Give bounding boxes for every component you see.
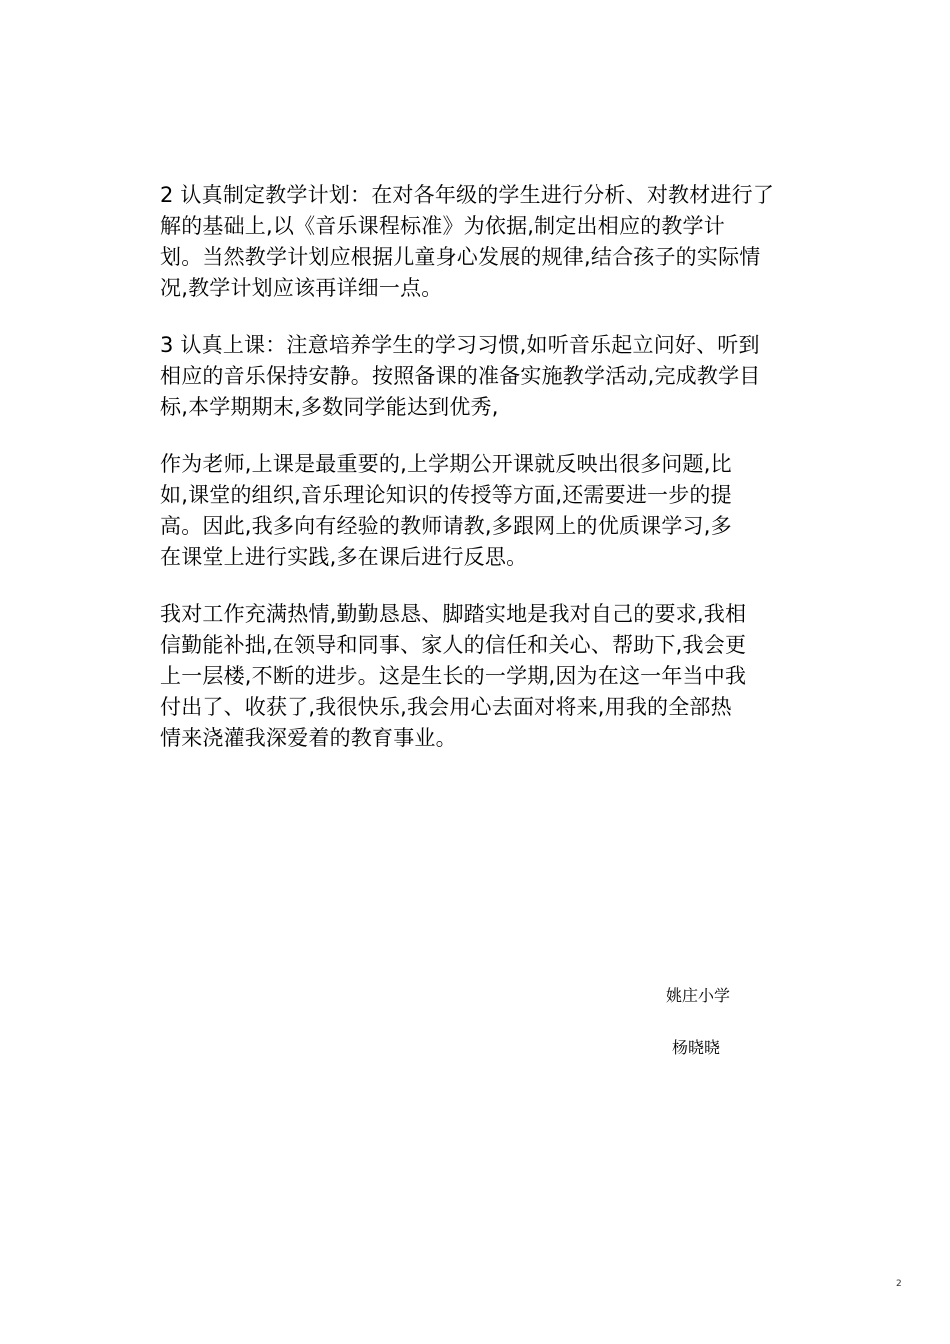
document-body	[160, 180, 860, 780]
text-line: 作为老师,上课是最重要的,上学期公开课就反映出很多问题,比	[160, 452, 732, 476]
text-line: 3 认真上课：注意培养学生的学习习惯,如听音乐起立问好、听到	[160, 333, 760, 357]
page-number: 2	[896, 1279, 902, 1289]
text-line: 况,教学计划应该再详细一点。	[160, 276, 443, 300]
text-line: 上一层楼,不断的进步。这是生长的一学期,因为在这一年当中我	[160, 664, 747, 688]
text-line: 在课堂上进行实践,多在课后进行反思。	[160, 545, 528, 569]
text-line: 如,课堂的组织,音乐理论知识的传授等方面,还需要进一步的提	[160, 483, 732, 507]
paragraph-teaching-plan	[160, 180, 860, 304]
signature-name: 杨晓晓	[672, 1038, 721, 1057]
paragraph-teaching-class	[160, 330, 860, 423]
signature-block	[666, 984, 730, 1060]
text-line: 2 认真制定教学计划：在对各年级的学生进行分析、对教材进行了	[160, 183, 775, 207]
text-line: 信勤能补拙,在领导和同事、家人的信任和关心、帮助下,我会更	[160, 633, 747, 657]
text-line: 我对工作充满热情,勤勤恳恳、脚踏实地是我对自己的要求,我相	[160, 602, 747, 626]
signature-school: 姚庄小学	[666, 986, 731, 1005]
text-line: 划。当然教学计划应根据儿童身心发展的规律,结合孩子的实际情	[160, 245, 761, 269]
paragraph-reflection	[160, 449, 860, 573]
text-line: 高。因此,我多向有经验的教师请教,多跟网上的优质课学习,多	[160, 514, 732, 538]
text-line: 情来浇灌我深爱着的教育事业。	[160, 726, 457, 750]
text-line: 解的基础上,以《音乐课程标准》为依据,制定出相应的教学计	[160, 214, 725, 238]
text-line: 标,本学期期末,多数同学能达到优秀,	[160, 395, 499, 419]
text-line: 付出了、收获了,我很快乐,我会用心去面对将来,用我的全部热	[160, 695, 732, 719]
paragraph-conclusion	[160, 599, 860, 754]
text-line: 相应的音乐保持安静。按照备课的准备实施教学活动,完成教学目	[160, 364, 761, 388]
